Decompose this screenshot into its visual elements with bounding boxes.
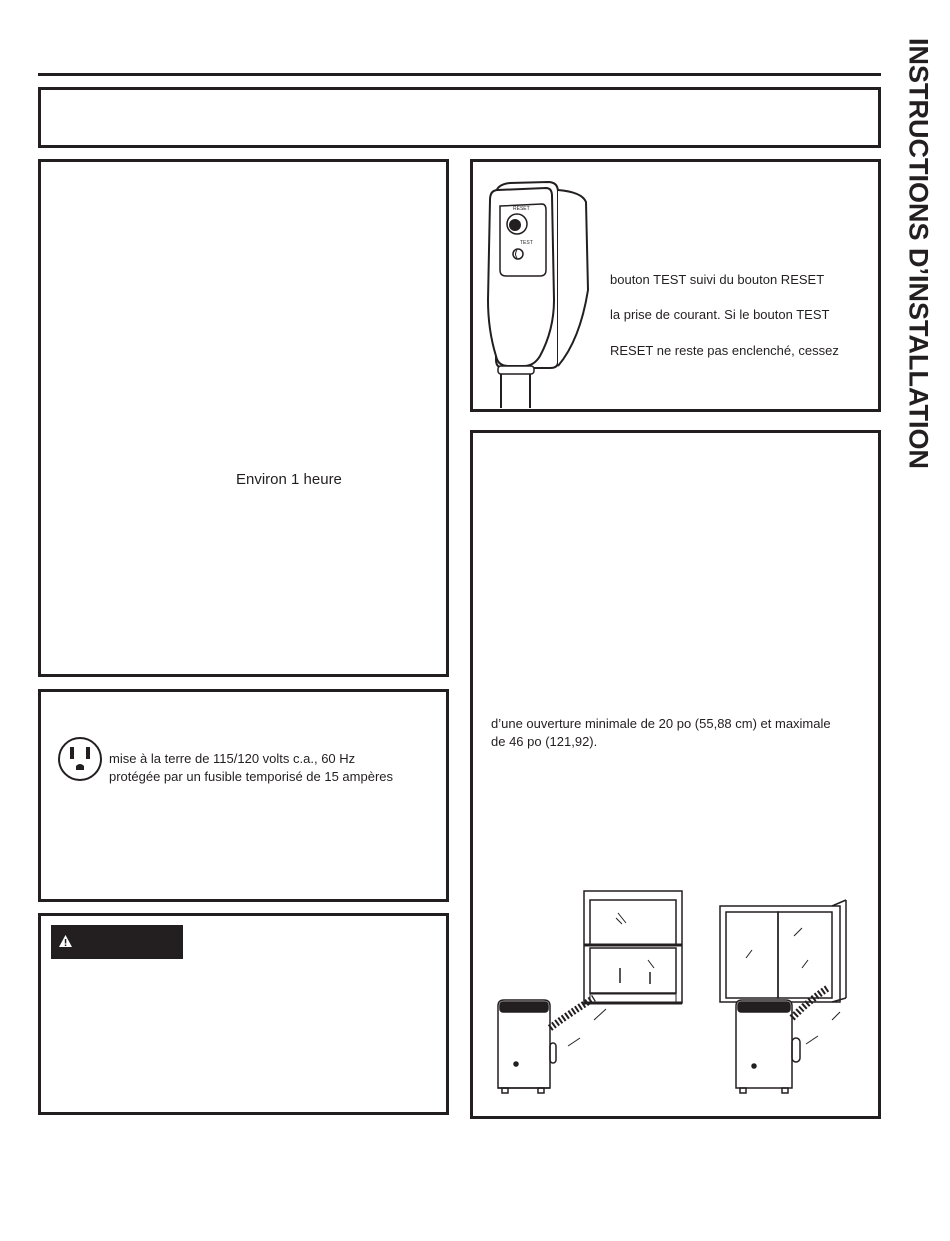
window-installation-illustration — [490, 888, 852, 1103]
gfci-test-label: TEST — [520, 240, 533, 246]
gfci-plug-illustration — [484, 180, 594, 408]
time-note: Environ 1 heure — [236, 471, 342, 488]
header-box — [38, 87, 881, 148]
window-line-2: de 46 po (121,92). — [491, 734, 598, 749]
electrical-line-1: mise à la terre de 115/120 volts c.a., 60 Hz — [109, 751, 356, 766]
gfci-line-1: bouton TEST suivi du bouton RESET — [610, 272, 825, 287]
electrical-box — [38, 689, 449, 902]
gfci-reset-label: RESET — [513, 206, 530, 212]
gfci-line-3: RESET ne reste pas enclenché, cessez — [610, 343, 839, 358]
gfci-line-2: la prise de courant. Si le bouton TEST — [610, 307, 830, 322]
side-title-text: INSTRUCTIONS D’INSTALLATION — [903, 38, 934, 469]
window-line-1: d’une ouverture minimale de 20 po (55,88 cm) et maximale — [491, 716, 831, 731]
electrical-line-2: protégée par un fusible temporisé de 15 ampères — [109, 769, 394, 784]
top-rule — [38, 73, 881, 76]
grounded-outlet-icon — [56, 736, 104, 782]
tools-box — [38, 159, 449, 677]
side-title — [888, 38, 948, 558]
warning-triangle-icon — [58, 934, 73, 948]
